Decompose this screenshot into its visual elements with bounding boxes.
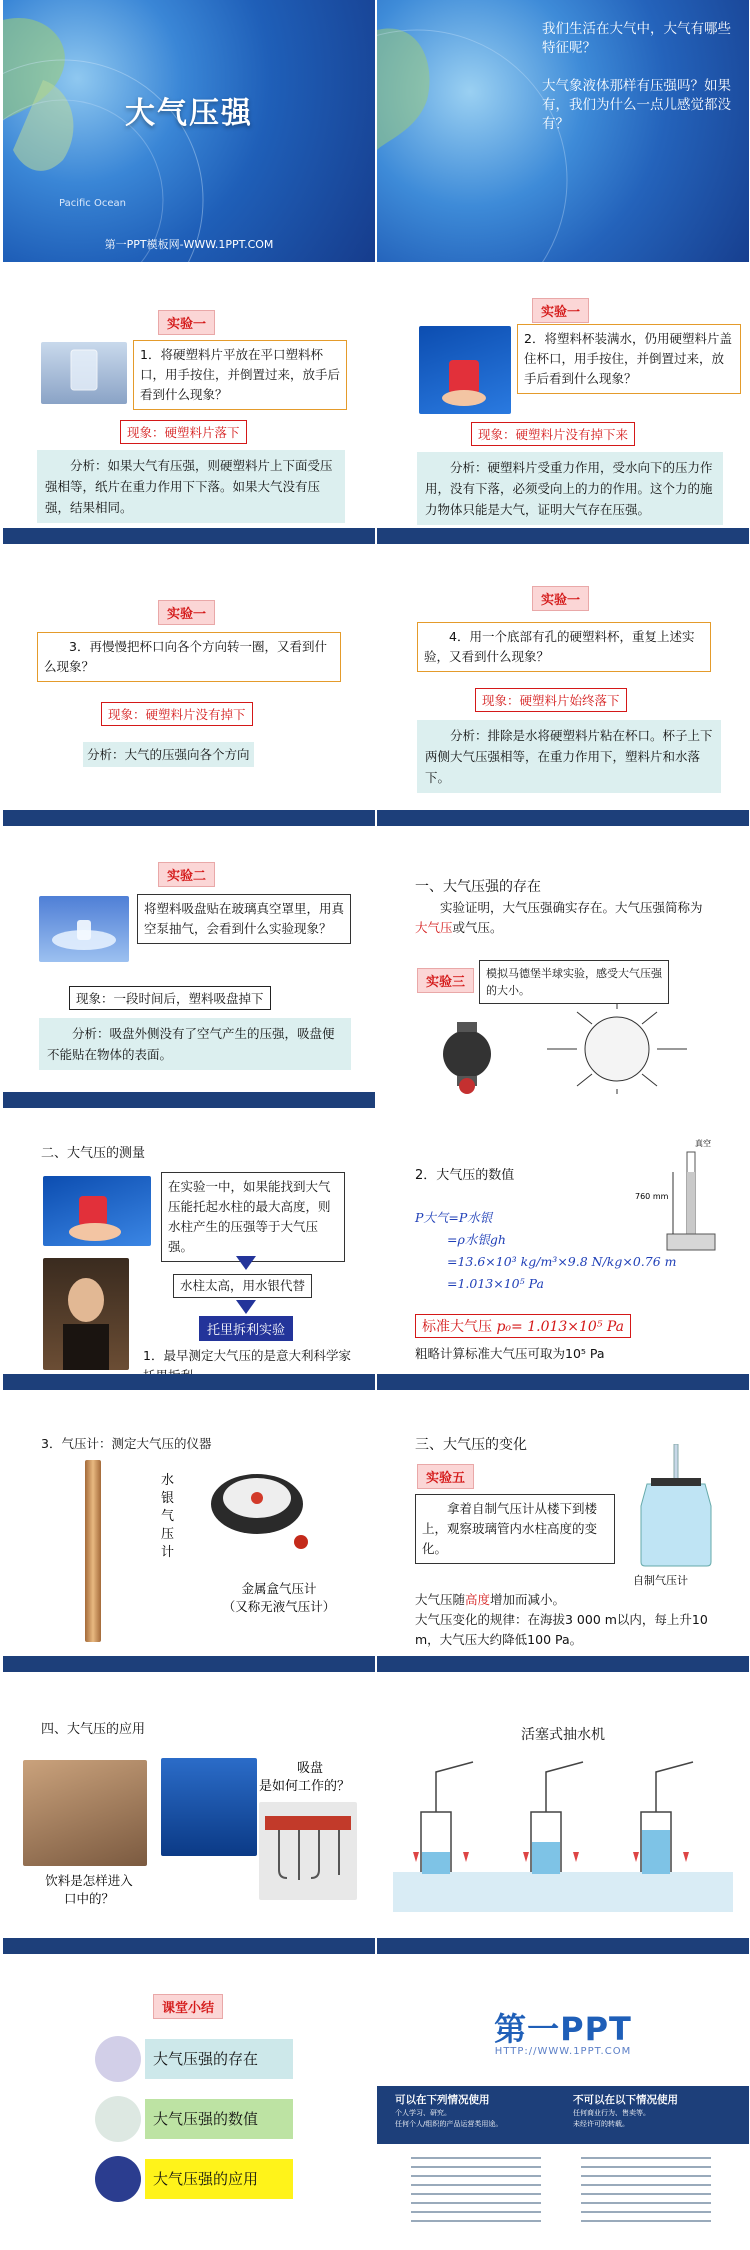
replace-note: 水柱太高，用水银代替	[173, 1274, 312, 1298]
note-box: 模拟马德堡半球实验，感受大气压强的大小。	[479, 960, 669, 1004]
section-heading: 一、大气压强的存在	[415, 879, 541, 895]
section-heading: 3．气压计：测定大气压的仪器	[41, 1436, 212, 1451]
footer-bar	[3, 528, 375, 544]
hooks-icon	[259, 1802, 357, 1900]
highlight-term: 大气压	[415, 920, 453, 935]
slide-experiment-1a	[3, 282, 375, 544]
formula-line-1: P大气=P水银	[415, 1210, 493, 1225]
water-cup-image	[43, 1176, 151, 1246]
question-text: 我们生活在大气中，大气有哪些特征呢？ 大气象液体那样有压强吗？如果有，我们为什么一点儿感觉都没有？	[542, 21, 731, 132]
section-heading: 2．大气压的数值	[415, 1168, 515, 1183]
subtitle: 第一PPT模板网-WWW.1PPT.COM	[104, 238, 274, 251]
homemade-barometer-image	[627, 1444, 727, 1568]
question-box: 4．用一个底部有孔的硬塑料杯，重复上述实验，又看到什么现象？	[417, 622, 711, 672]
slide-questions	[377, 0, 749, 262]
footer-bar	[377, 1938, 749, 1954]
summary-item-3: 大气压强的应用	[145, 2159, 293, 2199]
hand-cup-icon	[43, 1176, 151, 1246]
experiment-tag: 实验一	[532, 586, 589, 611]
change-line-2: 大气压变化的规律：在海拔3 000 m以内，每上升10 m，大气压大约降低100 Pa。	[415, 1612, 708, 1647]
brand-logo: 第一PPT	[494, 2010, 632, 2048]
slide-pressure-change	[377, 1410, 749, 1672]
question-box: 拿着自制气压计从楼下到楼上，观察玻璃管内水柱高度的变化。	[415, 1494, 615, 1564]
footer-bar	[3, 1656, 375, 1672]
drinking-straw-image	[23, 1760, 147, 1866]
brand-url[interactable]: HTTP://WWW.1PPT.COM	[494, 2046, 632, 2057]
usage-allowed-heading: 可以在下列情况使用	[395, 2094, 490, 2106]
analysis-text: 分析：吸盘外侧没有了空气产生的压强，吸盘便不能贴在物体的表面。	[39, 1018, 351, 1070]
experiment-tag: 实验一	[532, 298, 589, 323]
torricelli-label: 托里拆利实验	[199, 1316, 293, 1341]
link-list-placeholder	[391, 2150, 735, 2230]
section-heading: 三、大气压的变化	[415, 1437, 527, 1453]
mercury-barometer-image	[85, 1460, 101, 1642]
suction-cup-icon	[39, 896, 129, 962]
mercury-barometer-label: 水银气压计	[161, 1473, 175, 1560]
slide-experiment-2	[3, 846, 375, 1108]
footer-bar	[3, 1092, 375, 1108]
phenomenon-label: 现象：硬塑料片落下	[120, 420, 247, 444]
phenomenon-label: 现象：一段时间后，塑料吸盘掉下	[69, 986, 271, 1010]
usage-panel	[377, 2086, 749, 2144]
arrow-down-icon	[236, 1256, 256, 1270]
suction-lift-image	[161, 1758, 257, 1856]
question-box: 2．将塑料杯装满水，仍用硬塑料片盖住杯口，用手按住，并倒置过来，放手后看到什么现象？	[517, 324, 741, 394]
section-heading: 四、大气压的应用	[41, 1722, 146, 1737]
slide-experiment-1c	[3, 564, 375, 826]
phenomenon-label: 现象：硬塑料片没有掉下来	[471, 422, 635, 446]
footer-bar	[377, 1656, 749, 1672]
slide-pressure-measure	[3, 1128, 375, 1390]
question-box: 3．再慢慢把杯口向各个方向转一圈，又看到什么现象？	[37, 632, 341, 682]
summary-item-2: 大气压强的数值	[145, 2099, 293, 2139]
experiment-tag: 实验三	[417, 968, 474, 993]
slide-summary	[3, 1974, 375, 2236]
analysis-text: 分析：硬塑料片受重力作用，受水向下的压力作用，没有下落，必须受向上的力的作用。这个力的施力物体只能是大气，证明大气存在压强。	[417, 452, 723, 525]
footer-bar	[377, 810, 749, 826]
experiment-tag: 实验二	[158, 862, 215, 887]
formula-line-4: =1.013×10⁵ Pa	[447, 1276, 544, 1291]
slide-title	[3, 0, 375, 262]
standard-pressure-box: 标准大气压 p₀= 1.013×10⁵ Pa	[415, 1314, 631, 1338]
page-title: 大气压强	[125, 96, 253, 131]
analysis-text: 分析：大气的压强向各个方向	[83, 742, 254, 767]
arrow-down-icon	[236, 1300, 256, 1314]
cup-icon	[41, 342, 127, 404]
change-line-1: 大气压随高度增加而减小。	[415, 1592, 566, 1607]
slide-pressure-exists	[377, 846, 749, 1108]
formula-line-3: =13.6×10³ kg/m³×9.8 N/kg×0.76 m	[447, 1254, 677, 1269]
experiment-tag: 实验一	[158, 310, 215, 335]
question-box: 1．将硬塑料片平放在平口塑料杯口，用手按住，并倒置过来，放手后看到什么现象？	[133, 340, 347, 410]
slide-applications	[3, 1692, 375, 1954]
summary-bullet-2	[95, 2096, 141, 2142]
footer-bar	[3, 1938, 375, 1954]
usage-allowed-list: 个人学习、研究。 任何个人/组织的产品运营类用途。	[395, 2109, 503, 2128]
footer-bar	[3, 810, 375, 826]
slide-title: 活塞式抽水机	[521, 1727, 605, 1743]
water-cup-image	[419, 326, 511, 414]
plastic-cup-image	[41, 342, 127, 404]
aneroid-barometer-image	[209, 1456, 309, 1556]
usage-forbidden-heading: 不可以在以下情况使用	[573, 2094, 678, 2106]
footnote-text: 1．最早测定大气压的是意大利科学家	[143, 1348, 351, 1363]
slide-barometer	[3, 1410, 375, 1672]
rough-estimate-text: 粗略计算标准大气压可取为10⁵ Pa	[415, 1346, 605, 1361]
summary-tag: 课堂小结	[153, 1994, 223, 2019]
question-box: 将塑料吸盘贴在玻璃真空罩里，用真空泵抽气，会看到什么实验现象？	[137, 894, 351, 944]
phenomenon-label: 现象：硬塑料片没有掉下	[101, 702, 253, 726]
phenomenon-label: 现象：硬塑料片始终落下	[475, 688, 627, 712]
aneroid-label: 金属盒气压计 （又称无液气压计）	[222, 1581, 336, 1614]
analysis-text: 分析：排除是水将硬塑料片粘在杯口。杯子上下两侧大气压强相等，在重力作用下，塑料片和水落下。	[417, 720, 721, 793]
suction-question: 吸盘 是如何工作的？	[259, 1761, 351, 1794]
device-label: 自制气压计	[633, 1574, 688, 1587]
question-box: 在实验一中，如果能找到大气压能托起水柱的最大高度，则水柱产生的压强等于大气压强。	[161, 1172, 345, 1262]
hand-cup-icon	[419, 326, 511, 414]
height-label: 760 mm	[635, 1192, 669, 1201]
summary-item-1: 大气压强的存在	[145, 2039, 293, 2079]
slide-experiment-1d	[377, 564, 749, 826]
map-label: Pacific Ocean	[59, 198, 126, 209]
experiment-tag: 实验五	[417, 1464, 474, 1489]
footer-bar	[377, 1374, 749, 1390]
piston-pump-diagram	[393, 1752, 733, 1932]
torricelli-portrait	[43, 1258, 129, 1370]
formula-line-2: =ρ水银gh	[447, 1232, 506, 1247]
vacuum-label: 真空	[695, 1139, 711, 1148]
body-text: 实验证明，大气压强确实存在。大气压强简称为大气压或气压。	[415, 900, 703, 935]
summary-bullet-3	[95, 2156, 141, 2202]
footer-bar	[3, 1374, 375, 1390]
drink-question: 饮料是怎样进入 口中的？	[45, 1873, 133, 1906]
section-heading: 二、大气压的测量	[41, 1146, 146, 1161]
experiment-tag: 实验一	[158, 600, 215, 625]
slide-pressure-value	[377, 1128, 749, 1390]
suction-cup-image	[39, 896, 129, 962]
magdeburg-hemispheres-image	[417, 1004, 717, 1094]
hook-rack-image	[259, 1802, 357, 1900]
slide-closing	[377, 1974, 749, 2236]
analysis-text: 分析：如果大气有压强，则硬塑料片上下面受压强相等，纸片在重力作用下下落。如果大气没有压强，结果相同。	[37, 450, 345, 523]
usage-forbidden-list: 任何商业行为、售卖等。 未经许可的转载。	[573, 2109, 650, 2128]
summary-bullet-1	[95, 2036, 141, 2082]
portrait-icon	[43, 1258, 129, 1370]
slide-water-pump	[377, 1692, 749, 1954]
footer-bar	[377, 528, 749, 544]
slide-experiment-1b	[377, 282, 749, 544]
